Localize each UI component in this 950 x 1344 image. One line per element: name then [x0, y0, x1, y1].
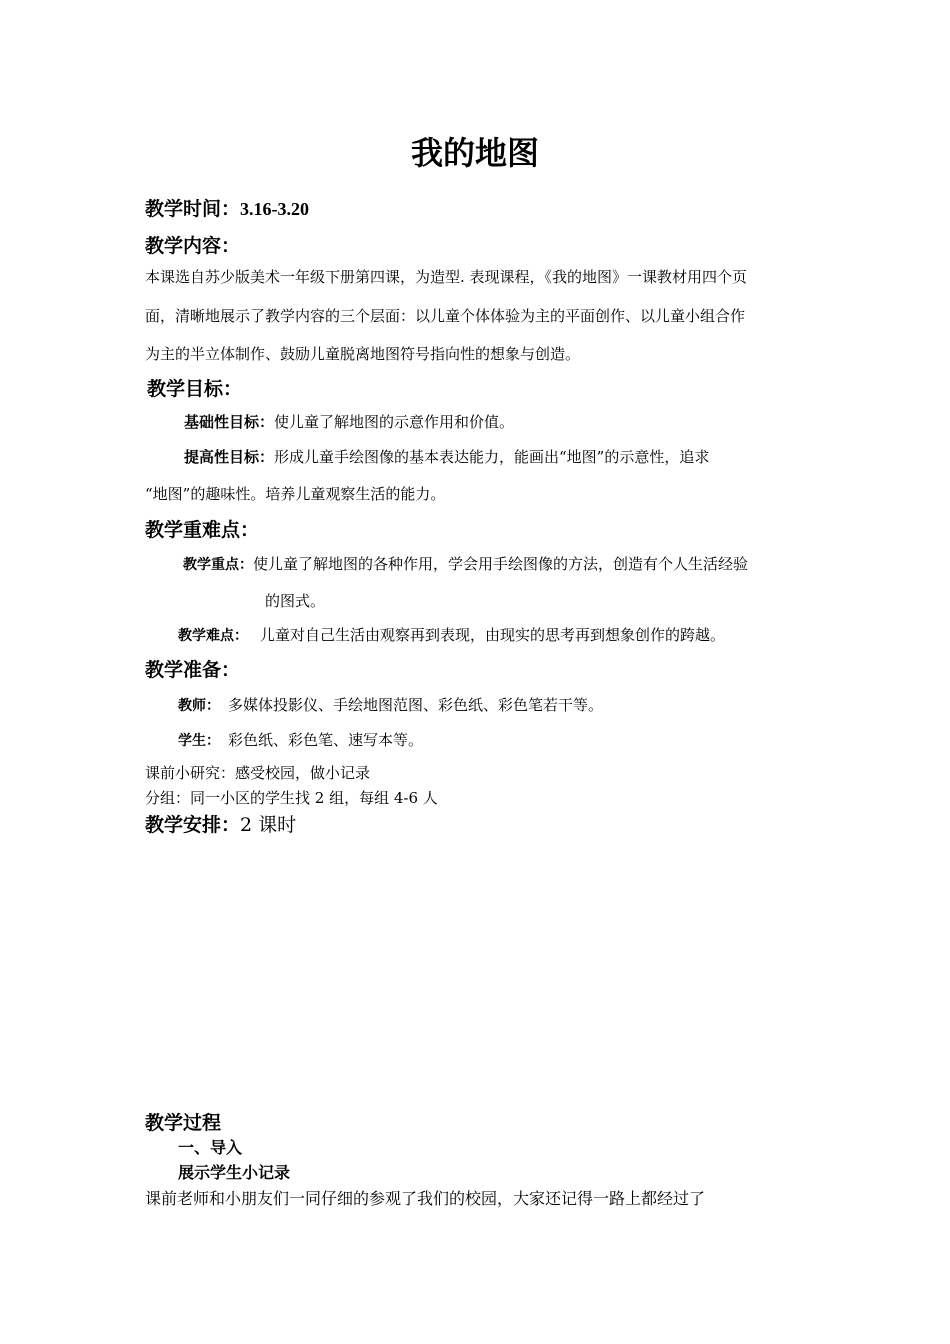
advanced-goal-label: 提高性目标：: [184, 448, 275, 466]
teacher-prep-text: 多媒体投影仪、手绘地图范图、彩色纸、彩色笔若干等。: [228, 696, 604, 714]
schedule-value: 2 课时: [240, 814, 297, 836]
schedule: [145, 810, 296, 837]
process-heading: 教学过程: [145, 1112, 222, 1134]
teaching-time-label: 教学时间：: [145, 198, 241, 220]
difficult-point-text: 儿童对自己生活由观察再到表现，由现实的思考再到想象创作的跨越。: [260, 626, 726, 644]
pre-study: 课前小研究：感受校园，做小记录: [145, 764, 371, 782]
schedule-label: 教学安排：: [145, 814, 241, 836]
difficult-point: [178, 624, 725, 645]
basic-goal: [184, 411, 514, 432]
process-step-1: 一、导入: [178, 1138, 243, 1157]
content-line-2: 面，清晰地展示了教学内容的三个层面：以儿童个体体验为主的平面创作、以儿童小组合作: [145, 307, 746, 325]
student-prep: [178, 729, 423, 750]
student-prep-text: 彩色纸、彩色笔、速写本等。: [228, 731, 424, 749]
process-step-1-text: 课前老师和小朋友们一同仔细的参观了我们的校园，大家还记得一路上都经过了: [145, 1189, 706, 1208]
advanced-goal-continued: “地图”的趣味性。培养儿童观察生活的能力。: [145, 485, 446, 503]
advanced-goal: [184, 446, 709, 467]
difficult-point-label: 教学难点：: [178, 628, 248, 644]
prep-heading: 教学准备：: [145, 659, 241, 681]
process-step-1-sub: 展示学生小记录: [178, 1163, 291, 1182]
content-heading: 教学内容：: [145, 235, 241, 257]
student-prep-label: 学生：: [178, 733, 220, 749]
grouping: 分组：同一小区的学生找 2 组，每组 4-6 人: [145, 789, 438, 807]
advanced-goal-text: 形成儿童手绘图像的基本表达能力，能画出“地图”的示意性，追求: [274, 448, 710, 466]
document-title: 我的地图: [410, 134, 539, 172]
teacher-prep: [178, 694, 603, 715]
teaching-time-value: 3.16-3.20: [240, 199, 310, 219]
key-point-text: 使儿童了解地图的各种作用，学会用手绘图像的方法，创造有个人生活经验: [253, 555, 749, 573]
teaching-time: [145, 194, 309, 221]
content-line-1: 本课选自苏少版美术一年级下册第四课，为造型. 表现课程，《我的地图》一课教材用四个页: [145, 268, 748, 286]
basic-goal-text: 使儿童了解地图的示意作用和价值。: [274, 413, 515, 431]
content-line-3: 为主的半立体制作、鼓励儿童脱离地图符号指向性的想象与创造。: [145, 345, 581, 363]
key-points-heading: 教学重难点：: [145, 519, 260, 541]
teacher-prep-label: 教师：: [178, 698, 220, 714]
goals-heading: 教学目标：: [147, 378, 243, 400]
key-point: [183, 553, 748, 574]
key-point-continued: 的图式。: [265, 592, 326, 610]
basic-goal-label: 基础性目标：: [184, 413, 275, 431]
key-point-label: 教学重点：: [183, 557, 253, 573]
